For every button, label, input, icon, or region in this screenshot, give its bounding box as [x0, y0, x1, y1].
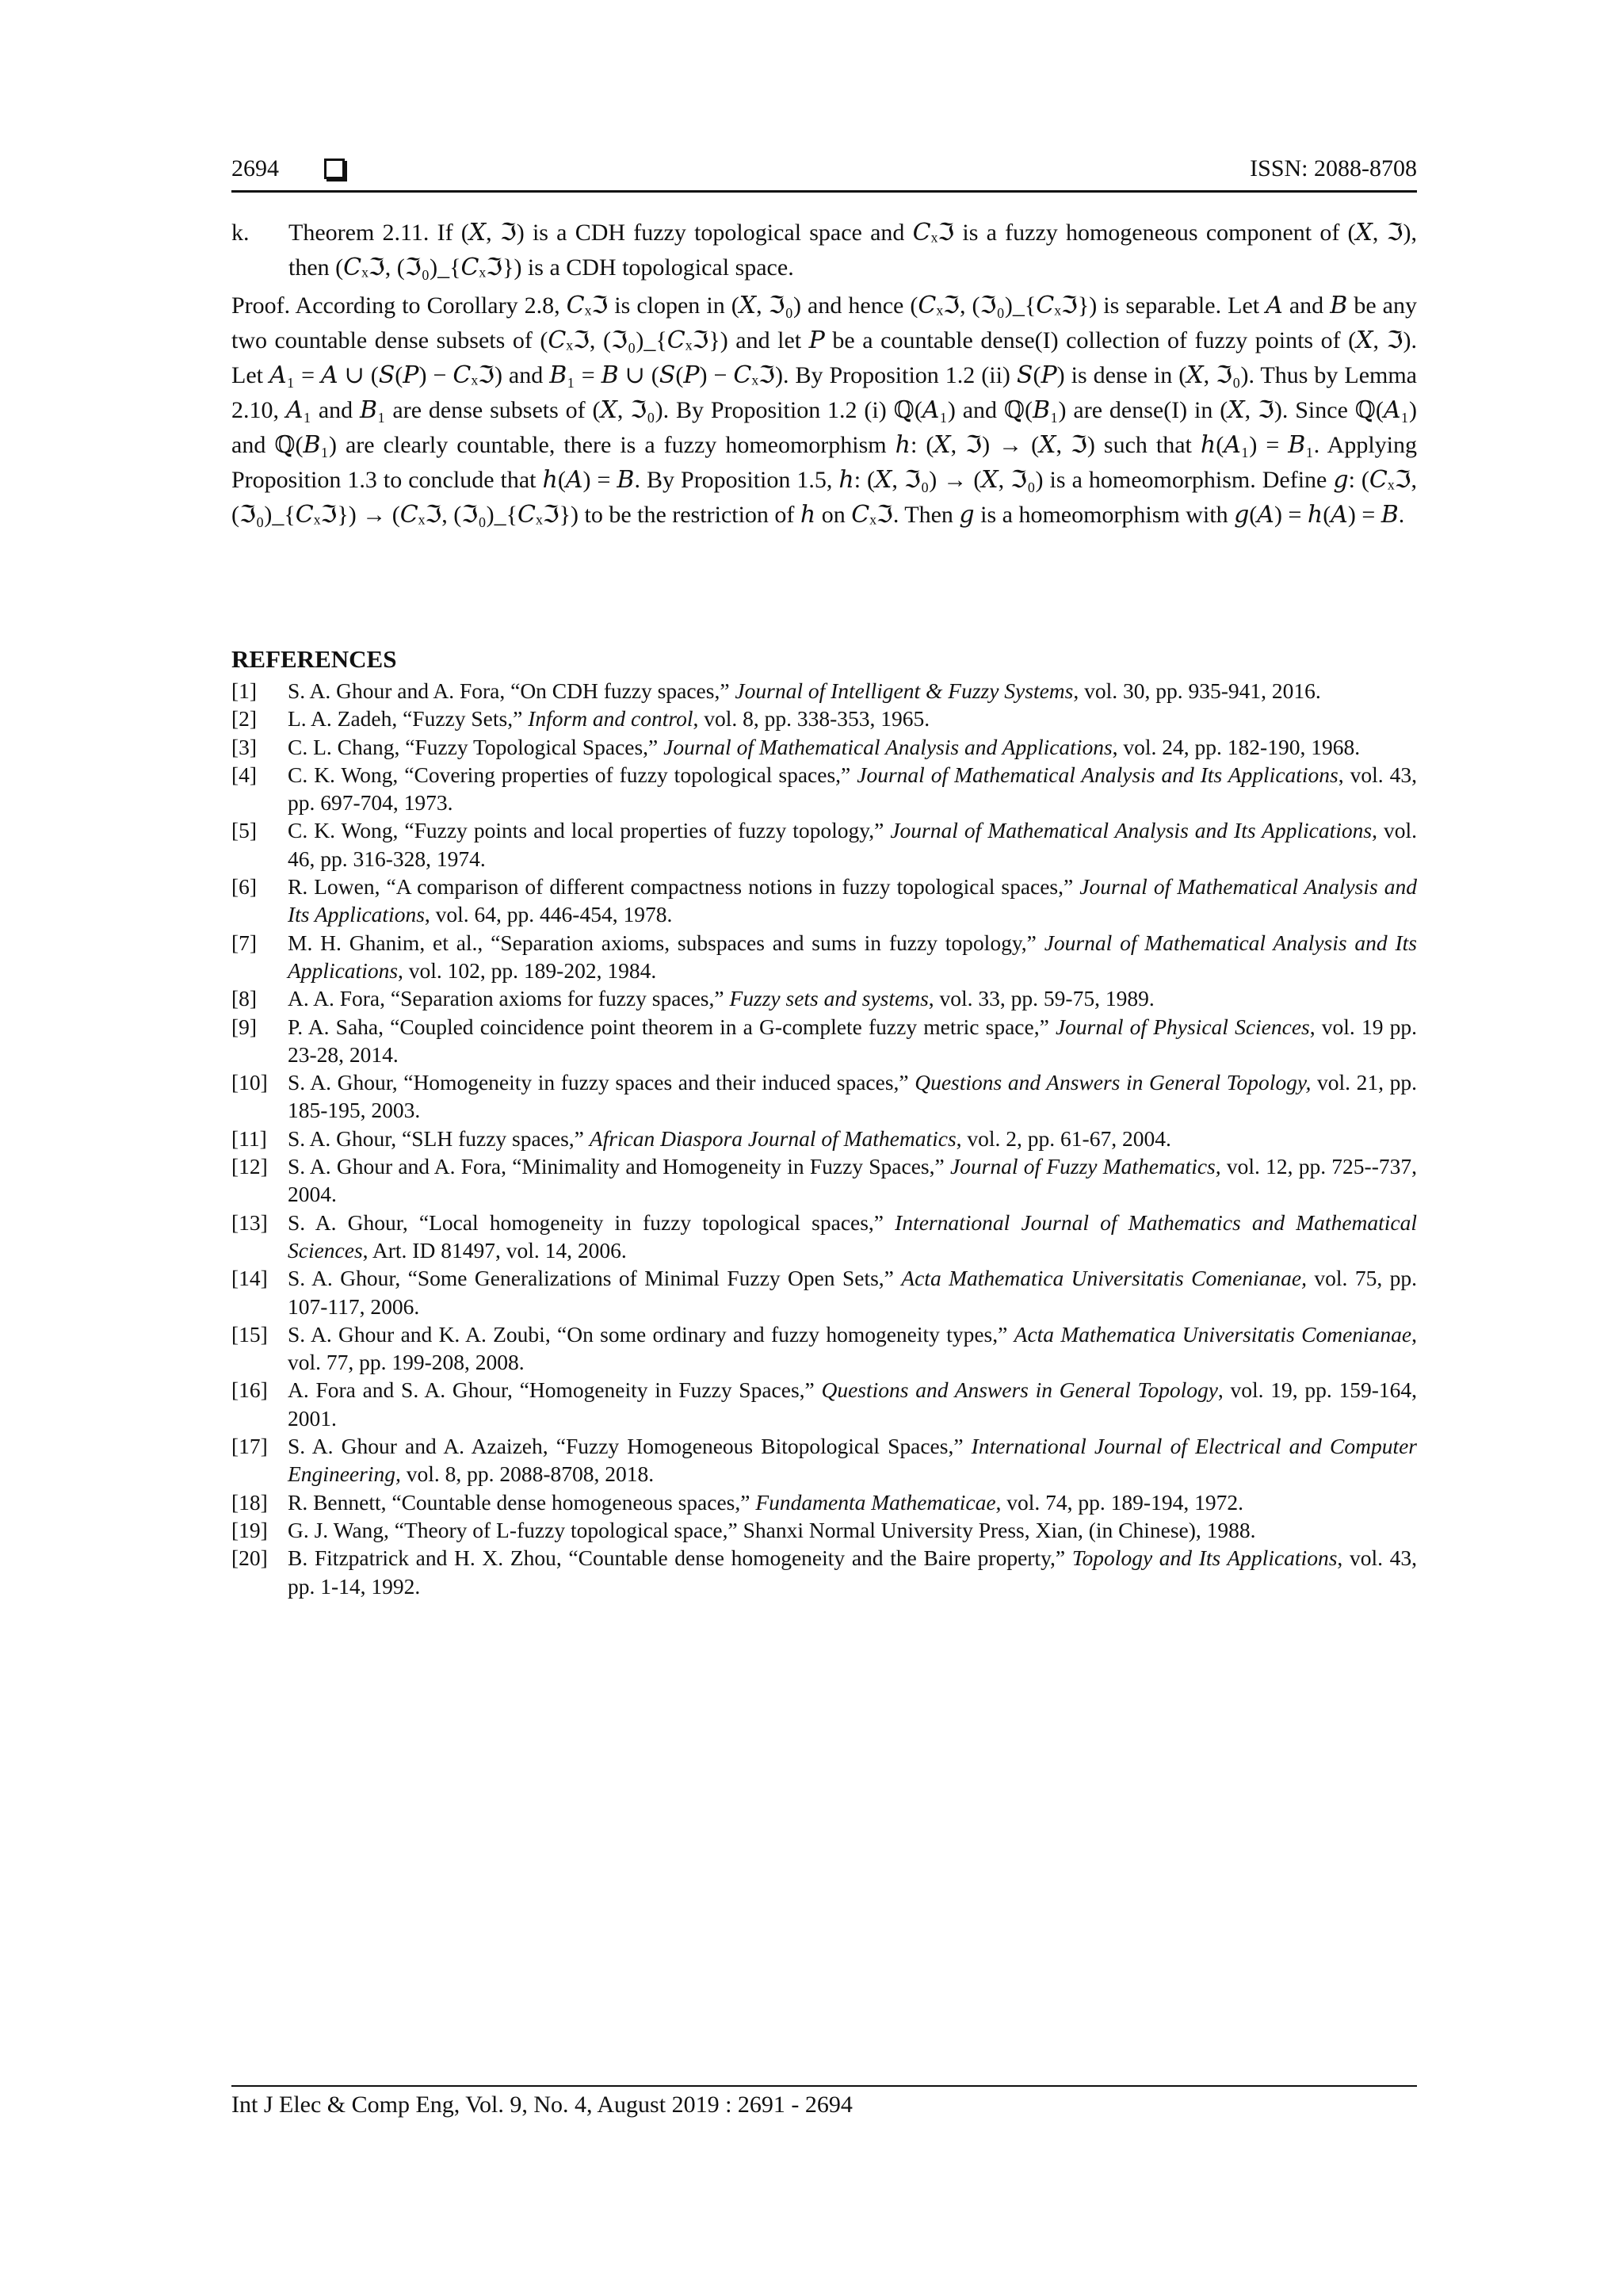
- reference-number: [13]: [231, 1209, 268, 1235]
- reference-item: [231, 1152, 1417, 1209]
- reference-text: [288, 733, 1417, 761]
- reference-details: , vol. 46, pp. 316-328, 1974.: [288, 818, 1418, 871]
- reference-text: [288, 677, 1417, 705]
- reference-number: [15]: [231, 1321, 268, 1347]
- reference-item: [231, 761, 1417, 817]
- reference-item: [231, 984, 1417, 1012]
- reference-journal: Questions and Answers in General Topology,: [915, 1070, 1312, 1095]
- reference-item: [231, 929, 1417, 985]
- reference-details: vol. 12, pp. 725--737, 2004.: [288, 1154, 1417, 1207]
- reference-citation: S. A. Ghour, “Homogeneity in fuzzy spaces and their induced spaces,”: [288, 1070, 915, 1095]
- reference-item: [231, 1376, 1417, 1432]
- footer-rule: [231, 2085, 1417, 2087]
- reference-details: , vol. 77, pp. 199-208, 2008.: [288, 1321, 1418, 1375]
- reference-list: [231, 677, 1417, 1600]
- reference-item: [231, 1209, 1417, 1265]
- reference-item: [231, 733, 1417, 761]
- reference-item: [231, 1125, 1417, 1152]
- theorem-text: Theorem 2.11. If (𝑋, ℑ) is a CDH fuzzy topological space and 𝐶ₓℑ is a fuzzy homogeneous component of (𝑋, ℑ), then (𝐶ₓℑ, (ℑ₀)_{𝐶ₓℑ}) is a CDH topological space.: [288, 220, 1417, 281]
- reference-text: [288, 984, 1417, 1012]
- reference-details: vol. 8, pp. 2088-8708, 2018.: [400, 1461, 655, 1487]
- references-heading: REFERENCES: [231, 645, 397, 673]
- reference-text: [288, 929, 1417, 985]
- reference-text: [288, 1264, 1417, 1320]
- reference-journal: Journal of Mathematical Analysis and Its Applications: [288, 930, 1417, 983]
- reference-number: [1]: [231, 678, 258, 703]
- reference-citation: C. L. Chang, “Fuzzy Topological Spaces,”: [288, 734, 664, 759]
- reference-journal: Journal of Mathematical Analysis and Its Applications: [288, 874, 1417, 927]
- reference-citation: S. A. Ghour, “Local homogeneity in fuzzy topological spaces,”: [288, 1209, 896, 1235]
- reference-details: , vol. 8, pp. 338-353, 1965.: [693, 706, 930, 732]
- page-number: 2694: [231, 155, 279, 181]
- reference-citation: S. A. Ghour and K. A. Zoubi, “On some ordinary and fuzzy homogeneity types,”: [288, 1321, 1014, 1347]
- reference-item: [231, 1068, 1417, 1125]
- reference-number: [11]: [231, 1125, 267, 1151]
- reference-item: [231, 1320, 1417, 1377]
- reference-citation: R. Lowen, “A comparison of different compactness notions in fuzzy topological spaces,”: [288, 874, 1080, 900]
- reference-journal: Fundamenta Mathematicae: [755, 1489, 996, 1515]
- reference-number: [7]: [231, 930, 258, 955]
- reference-journal: Journal of Intelligent & Fuzzy Systems: [735, 678, 1074, 703]
- reference-item: [231, 1488, 1417, 1516]
- reference-details: , vol. 19 pp. 23-28, 2014.: [288, 1014, 1417, 1067]
- reference-journal: Journal of Physical Sciences: [1055, 1014, 1310, 1039]
- reference-journal: Acta Mathematica Universitatis Comenianae: [1014, 1321, 1412, 1347]
- reference-details: vol. 21, pp. 185-195, 2003.: [288, 1070, 1418, 1123]
- reference-details: , vol. 43, pp. 697-704, 1973.: [288, 762, 1417, 816]
- reference-citation: S. A. Ghour and A. Fora, “Minimality and Homogeneity in Fuzzy Spaces,”: [288, 1154, 950, 1179]
- reference-text: [288, 1320, 1417, 1377]
- reference-citation: S. A. Ghour and A. Azaizeh, “Fuzzy Homogeneous Bitopological Spaces,”: [288, 1434, 972, 1459]
- reference-details: , vol. 24, pp. 182-190, 1968.: [1112, 734, 1361, 759]
- reference-journal: International Journal of Mathematics and Mathematical Sciences: [288, 1209, 1418, 1263]
- reference-number: [17]: [231, 1434, 268, 1459]
- reference-number: [20]: [231, 1545, 268, 1571]
- reference-number: [14]: [231, 1266, 268, 1291]
- reference-item: [231, 1432, 1417, 1488]
- reference-details: , vol. 102, pp. 189-202, 1984.: [398, 957, 657, 983]
- reference-text: [288, 1376, 1417, 1432]
- reference-details: , vol. 43, pp. 1-14, 1992.: [288, 1545, 1417, 1599]
- reference-number: [12]: [231, 1154, 268, 1179]
- reference-text: [288, 1013, 1417, 1069]
- reference-text: [288, 1432, 1417, 1488]
- reference-citation: M. H. Ghanim, et al., “Separation axioms, subspaces and sums in fuzzy topology,”: [288, 930, 1044, 955]
- reference-number: [19]: [231, 1517, 268, 1542]
- reference-item: [231, 705, 1417, 732]
- reference-item: [231, 1516, 1417, 1544]
- reference-citation: S. A. Ghour, “Some Generalizations of Minimal Fuzzy Open Sets,”: [288, 1266, 902, 1291]
- reference-text: [288, 761, 1417, 817]
- reference-journal: Topology and Its Applications: [1071, 1545, 1338, 1571]
- reference-citation: S. A. Ghour and A. Fora, “On CDH fuzzy spaces,”: [288, 678, 735, 703]
- reference-citation: R. Bennett, “Countable dense homogeneous spaces,”: [288, 1489, 756, 1515]
- reference-text: [288, 1209, 1417, 1265]
- reference-details: vol. 75, pp. 107-117, 2006.: [288, 1266, 1418, 1319]
- reference-citation: S. A. Ghour, “SLH fuzzy spaces,”: [288, 1125, 590, 1151]
- reference-number: [8]: [231, 986, 258, 1011]
- reference-citation: A. A. Fora, “Separation axioms for fuzzy spaces,”: [288, 986, 730, 1011]
- theorem-block: [231, 216, 1417, 285]
- reference-text: [288, 705, 1417, 732]
- reference-item: [231, 677, 1417, 705]
- page-footer: Int J Elec & Comp Eng, Vol. 9, No. 4, August 2019 : 2691 - 2694: [231, 2092, 853, 2118]
- reference-journal: Journal of Fuzzy Mathematics,: [949, 1154, 1221, 1179]
- reference-number: [9]: [231, 1014, 258, 1039]
- reference-journal: Journal of Mathematical Analysis and Applications: [663, 734, 1113, 759]
- reference-number: [16]: [231, 1377, 268, 1403]
- page-header: [231, 155, 1417, 195]
- reference-journal: International Journal of Electrical and Computer Engineering,: [288, 1434, 1418, 1487]
- reference-citation: C. K. Wong, “Fuzzy points and local properties of fuzzy topology,”: [288, 818, 891, 843]
- reference-number: [5]: [231, 818, 258, 843]
- header-rule: [231, 190, 1417, 193]
- reference-item: [231, 873, 1417, 929]
- reference-text: [288, 1068, 1417, 1125]
- reference-item: [231, 816, 1417, 873]
- reference-text: [288, 1488, 1417, 1516]
- reference-journal: Journal of Mathematical Analysis and Its Applications: [890, 818, 1373, 843]
- reference-details: , vol. 33, pp. 59-75, 1989.: [928, 986, 1155, 1011]
- reference-details: , vol. 74, pp. 189-194, 1972.: [995, 1489, 1243, 1515]
- reference-number: [18]: [231, 1489, 268, 1515]
- reference-number: [10]: [231, 1070, 268, 1095]
- reference-details: , vol. 2, pp. 61-67, 2004.: [956, 1125, 1171, 1151]
- reference-item: [231, 1013, 1417, 1069]
- reference-journal: Questions and Answers in General Topology: [821, 1377, 1218, 1403]
- reference-number: [4]: [231, 762, 258, 787]
- reference-citation: B. Fitzpatrick and H. X. Zhou, “Countable dense homogeneity and the Baire property,”: [288, 1545, 1072, 1571]
- reference-text: [288, 816, 1417, 873]
- reference-details: , vol. 64, pp. 446-454, 1978.: [424, 902, 673, 927]
- reference-text: [288, 1544, 1417, 1600]
- reference-journal: Inform and control: [528, 706, 693, 732]
- main-body: [231, 216, 1417, 533]
- issn-label: ISSN: 2088-8708: [1250, 155, 1417, 181]
- reference-journal: Acta Mathematica Universitatis Comenianae,: [901, 1266, 1307, 1291]
- reference-details: , vol. 19, pp. 159-164, 2001.: [288, 1377, 1417, 1431]
- reference-item: [231, 1544, 1417, 1600]
- references-section: [231, 644, 1417, 1600]
- reference-journal: Fuzzy sets and systems: [729, 986, 929, 1011]
- reference-details: , vol. 30, pp. 935-941, 2016.: [1073, 678, 1321, 703]
- reference-citation: G. J. Wang, “Theory of L-fuzzy topological space,” Shanxi Normal University Press, Xian, (in Chinese), 1988.: [288, 1517, 1256, 1542]
- reference-number: [2]: [231, 706, 258, 732]
- theorem-label: k.: [231, 220, 250, 246]
- square-bullet-icon: [324, 159, 345, 179]
- reference-text: [288, 1516, 1417, 1544]
- reference-item: [231, 1264, 1417, 1320]
- reference-number: [6]: [231, 874, 258, 900]
- reference-text: [288, 1125, 1417, 1152]
- reference-journal: African Diaspora Journal of Mathematics: [589, 1125, 957, 1151]
- proof-paragraph: Proof. According to Corollary 2.8, 𝐶ₓℑ is clopen in (𝑋, ℑ₀) and hence (𝐶ₓℑ, (ℑ₀)_{𝐶ₓℑ}) is separable. Let 𝐴 and 𝐵 be any two countable dense subsets of (𝐶ₓℑ, (ℑ₀)_{𝐶ₓℑ}) and let 𝑃 be a countable dense(I) collection of fuzzy points of (𝑋, ℑ). Let 𝐴₁ = 𝐴 ∪ (𝑆(𝑃) − 𝐶ₓℑ) and 𝐵₁ = 𝐵 ∪ (𝑆(𝑃) − 𝐶ₓℑ). By Proposition 1.2 (ii) 𝑆(𝑃) is dense in (𝑋, ℑ₀). Thus by Lemma 2.10, 𝐴₁ and 𝐵₁ are dense subsets of (𝑋, ℑ₀). By Proposition 1.2 (i) ℚ(𝐴₁) and ℚ(𝐵₁) are dense(I) in (𝑋, ℑ). Since ℚ(𝐴₁) and ℚ(𝐵₁) are clearly countable, there is a fuzzy homeomorphism ℎ: (𝑋, ℑ) → (𝑋, ℑ) such that ℎ(𝐴₁) = 𝐵₁. Applying Proposition 1.3 to conclude that ℎ(𝐴) = 𝐵. By Proposition 1.5, ℎ: (𝑋, ℑ₀) → (𝑋, ℑ₀) is a homeomorphism. Define 𝑔: (𝐶ₓℑ, (ℑ₀)_{𝐶ₓℑ}) → (𝐶ₓℑ, (ℑ₀)_{𝐶ₓℑ}) to be the restriction of ℎ on 𝐶ₓℑ. Then 𝑔 is a homeomorphism with 𝑔(𝐴) = ℎ(𝐴) = 𝐵.: [231, 292, 1417, 528]
- reference-text: [288, 873, 1417, 929]
- reference-citation: P. A. Saha, “Coupled coincidence point theorem in a G-complete fuzzy metric space,”: [288, 1014, 1056, 1039]
- reference-text: [288, 1152, 1417, 1209]
- reference-details: , Art. ID 81497, vol. 14, 2006.: [362, 1237, 627, 1263]
- reference-citation: C. K. Wong, “Covering properties of fuzzy topological spaces,”: [288, 762, 857, 787]
- reference-number: [3]: [231, 734, 258, 759]
- reference-citation: L. A. Zadeh, “Fuzzy Sets,”: [288, 706, 529, 732]
- reference-journal: Journal of Mathematical Analysis and Its Applications: [857, 762, 1338, 787]
- reference-citation: A. Fora and S. A. Ghour, “Homogeneity in Fuzzy Spaces,”: [288, 1377, 822, 1403]
